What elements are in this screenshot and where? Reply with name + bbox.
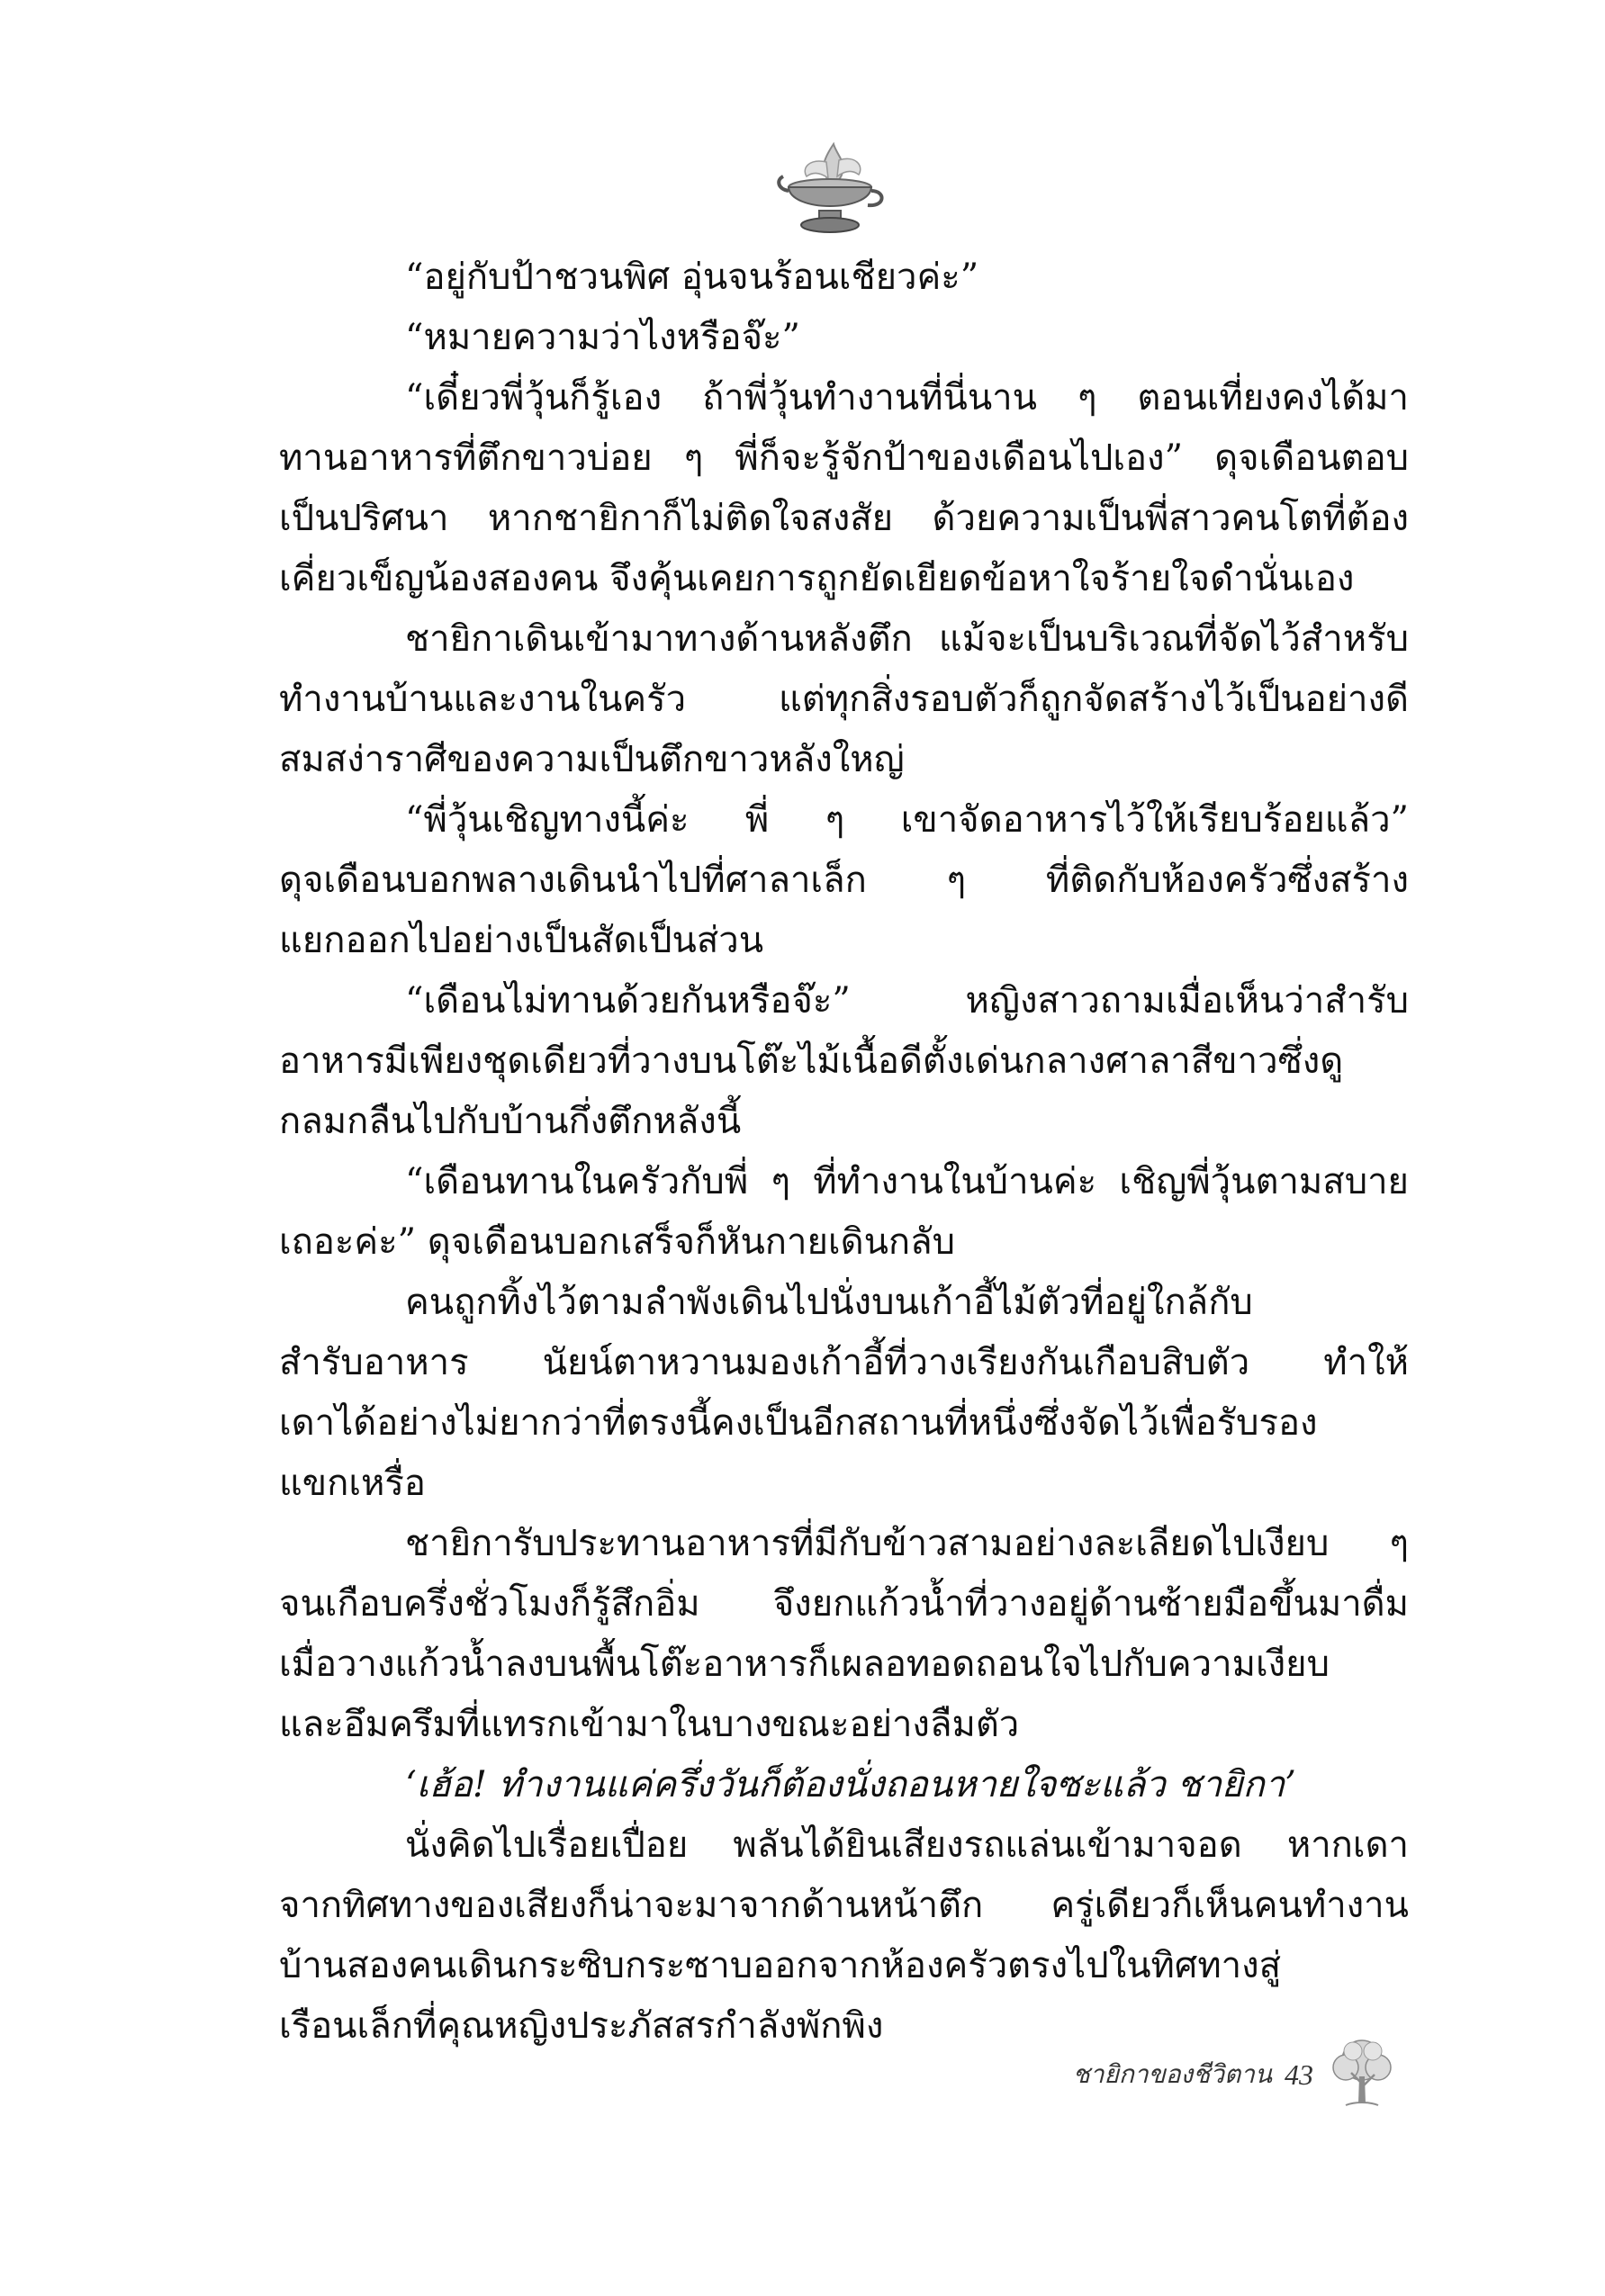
text-line: ‘เฮ้อ! ทำงานแค่ครึ่งวันก็ต้องนั่งถอนหายใจซะแล้ว ชายิกา’	[405, 1764, 1296, 1805]
text-line: จากทิศทางของเสียงก็น่าจะมาจากด้านหน้าตึก ครู่เดียวก็เห็นคนทำงาน	[279, 1885, 1409, 1926]
text-line: อาหารมีเพียงชุดเดียวที่วางบนโต๊ะไม้เนื้อดีตั้งเด่นกลางศาลาสีขาวซึ่งดู	[279, 1040, 1344, 1082]
text-line: สำรับอาหาร นัยน์ตาหวานมองเก้าอี้ที่วางเรียงกันเกือบสิบตัว ทำให้	[279, 1342, 1409, 1383]
text-line: “เดือนทานในครัวกับพี่ ๆ ที่ทำงานในบ้านค่ะ เชิญพี่วุ้นตามสบาย	[405, 1161, 1409, 1202]
text-line: เดาได้อย่างไม่ยากว่าที่ตรงนี้คงเป็นอีกสถานที่หนึ่งซึ่งจัดไว้เพื่อรับรอง	[279, 1402, 1318, 1444]
text-line: ดุจเดือนบอกพลางเดินนำไปที่ศาลาเล็ก ๆ ที่ติดกับห้องครัวซึ่งสร้าง	[279, 860, 1409, 901]
text-line: แขกเหรื่อ	[279, 1463, 426, 1504]
text-line: นั่งคิดไปเรื่อยเปื่อย พลันได้ยินเสียงรถแล่นเข้ามาจอด หากเดา	[405, 1824, 1409, 1866]
text-line: เป็นปริศนา หากชายิกาก็ไม่ติดใจสงสัย ด้วยความเป็นพี่สาวคนโตที่ต้อง	[279, 498, 1409, 539]
page-number: 43	[1285, 2057, 1313, 2091]
text-line: “อยู่กับป้าชวนพิศ อุ่นจนร้อนเชียวค่ะ”	[405, 257, 979, 298]
text-line: และอึมครึมที่แทรกเข้ามาในบางขณะอย่างลืมตัว	[279, 1704, 1020, 1745]
text-line: เรือนเล็กที่คุณหญิงประภัสสรกำลังพักพิง	[279, 2005, 884, 2047]
oil-lamp-icon	[774, 135, 891, 243]
text-line: ชายิกาเดินเข้ามาทางด้านหลังตึก แม้จะเป็นบริเวณที่จัดไว้สำหรับ	[405, 618, 1409, 660]
running-title: ชายิกาของชีวิตาน	[1072, 2059, 1272, 2089]
text-line: แยกออกไปอย่างเป็นสัดเป็นส่วน	[279, 920, 764, 961]
text-line: เมื่อวางแก้วน้ำลงบนพื้นโต๊ะอาหารก็เผลอทอดถอนใจไปกับความเงียบ	[279, 1643, 1330, 1685]
text-line: กลมกลืนไปกับบ้านกึ่งตึกหลังนี้	[279, 1101, 742, 1142]
body-text	[279, 248, 1409, 2057]
text-line: สมสง่าราศีของความเป็นตึกขาวหลังใหญ่	[279, 739, 905, 780]
text-line: เถอะค่ะ” ดุจเดือนบอกเสร็จก็หันกายเดินกลับ	[279, 1221, 956, 1263]
text-line: “เดือนไม่ทานด้วยกันหรือจ๊ะ” หญิงสาวถามเมื่อเห็นว่าสำรับ	[405, 980, 1409, 1022]
text-line: ทำงานบ้านและงานในครัว แต่ทุกสิ่งรอบตัวก็ถูกจัดสร้างไว้เป็นอย่างดี	[279, 679, 1409, 720]
text-line: “หมายความว่าไงหรือจ๊ะ”	[405, 317, 800, 358]
page-footer	[1073, 2030, 1398, 2120]
text-line: จนเกือบครึ่งชั่วโมงก็รู้สึกอิ่ม จึงยกแก้วน้ำที่วางอยู่ด้านซ้ายมือขึ้นมาดื่ม	[279, 1583, 1409, 1625]
text-line: คนถูกทิ้งไว้ตามลำพังเดินไปนั่งบนเก้าอี้ไม้ตัวที่อยู่ใกล้กับ	[405, 1282, 1253, 1323]
text-line: ทานอาหารที่ตึกขาวบ่อย ๆ พี่ก็จะรู้จักป้าของเดือนไปเอง” ดุจเดือนตอบ	[279, 437, 1409, 479]
text-line: เคี่ยวเข็ญน้องสองคน จึงคุ้นเคยการถูกยัดเยียดข้อหาใจร้ายใจดำนั่นเอง	[279, 558, 1355, 599]
text-line: “พี่วุ้นเชิญทางนี้ค่ะ พี่ ๆ เขาจัดอาหารไว้ให้เรียบร้อยแล้ว”	[405, 799, 1409, 841]
text-line: บ้านสองคนเดินกระซิบกระซาบออกจากห้องครัวตรงไปในทิศทางสู่	[279, 1945, 1282, 1986]
tree-icon	[1326, 2037, 1398, 2113]
text-line: ชายิการับประทานอาหารที่มีกับข้าวสามอย่างละเลียดไปเงียบ ๆ	[405, 1523, 1409, 1564]
text-line: “เดี๋ยวพี่วุ้นก็รู้เอง ถ้าพี่วุ้นทำงานที่นี่นาน ๆ ตอนเที่ยงคงได้มา	[405, 377, 1409, 419]
